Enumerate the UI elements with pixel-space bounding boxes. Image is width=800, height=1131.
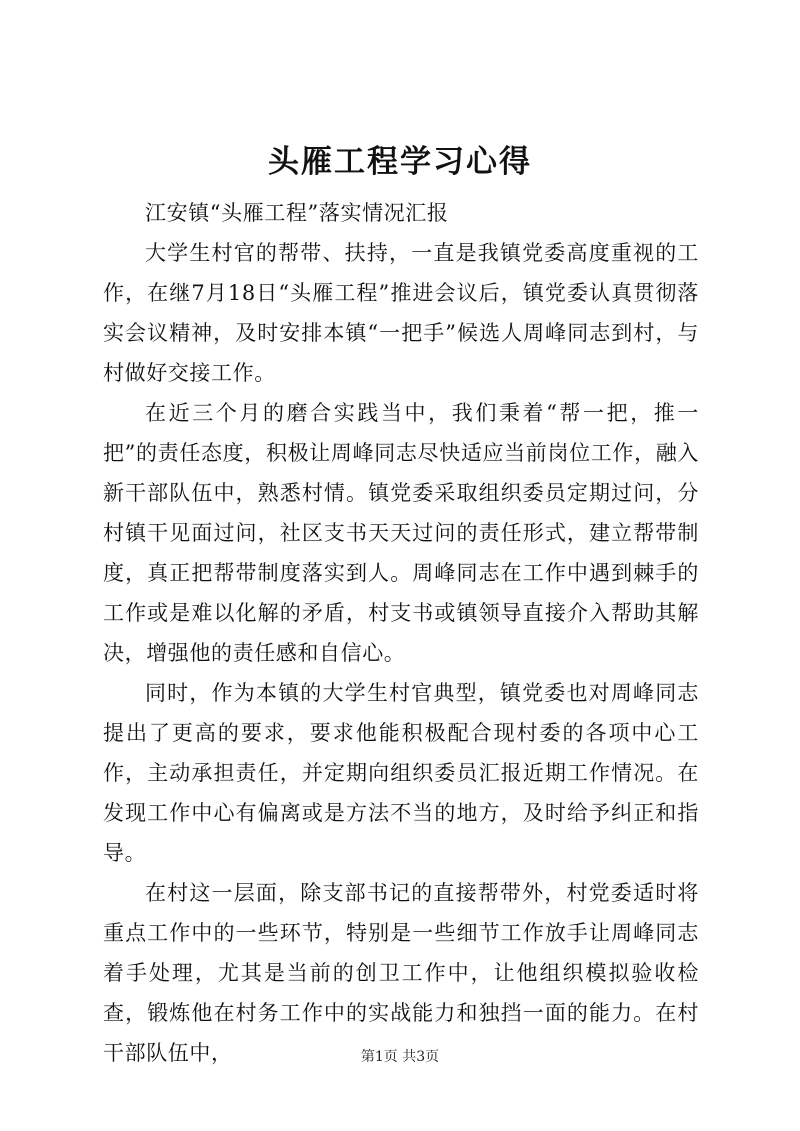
paragraph-3: 同时，作为本镇的大学生村官典型，镇党委也对周峰同志提出了更高的要求，要求他能积极配合现村委的各项中心工作，主动承担责任，并定期向组织委员汇报近期工作情况。在发现工作中心有偏离或是方法不当的地方，及时给予纠正和指导。: [103, 681, 699, 865]
paragraph-4: 在村这一层面，除支部书记的直接帮带外，村党委适时将重点工作中的一些环节，特别是一些细节工作放手让周峰同志着手处理，尤其是当前的创卫工作中，让他组织模拟验收检查，锻炼他在村务工作中的实战能力和独挡一面的能力。在村干部队伍中，: [103, 881, 699, 1065]
paragraph-1: 大学生村官的帮带、扶持，一直是我镇党委高度重视的工作，在继7月18日“头雁工程”推进会议后，镇党委认真贯彻落实会议精神，及时安排本镇“一把手”候选人周峰同志到村，与村做好交接工作。: [103, 241, 699, 385]
document-title: 头雁工程学习心得: [268, 144, 532, 180]
document-body: [103, 193, 699, 1073]
document-subtitle: 江安镇“头雁工程”落实情况汇报: [145, 201, 449, 225]
page-footer: 第1页 共3页: [360, 1049, 440, 1065]
paragraph-2: 在近三个月的磨合实践当中，我们秉着“帮一把，推一把”的责任态度，积极让周峰同志尽快适应当前岗位工作，融入新干部队伍中，熟悉村情。镇党委采取组织委员定期过问，分村镇干见面过问，社区支书天天过问的责任形式，建立帮带制度，真正把帮带制度落实到人。周峰同志在工作中遇到棘手的工作或是难以化解的矛盾，村支书或镇领导直接介入帮助其解决，增强他的责任感和自信心。: [103, 401, 699, 665]
